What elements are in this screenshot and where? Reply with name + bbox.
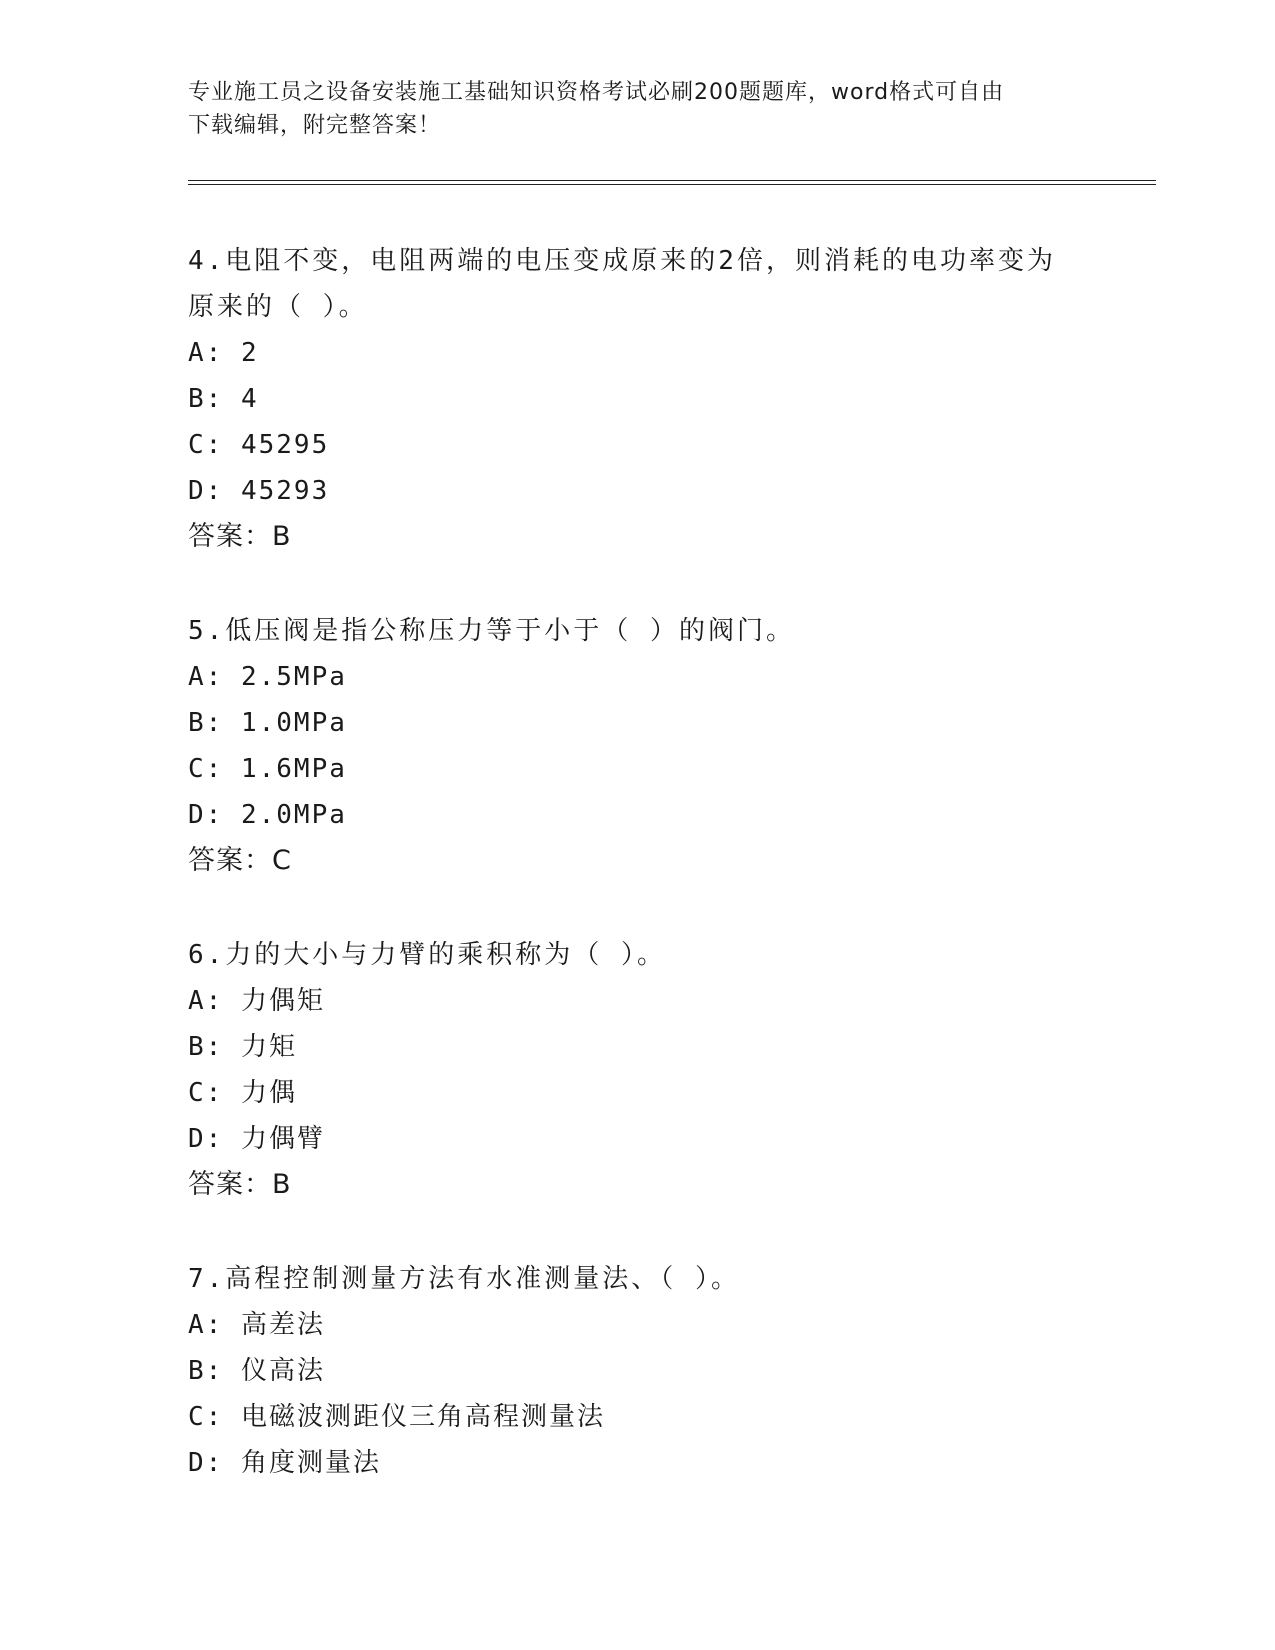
answer: 答案：B — [188, 1169, 292, 1200]
option-a: A: 2.5MPa — [188, 662, 347, 692]
option-a: A: 2 — [188, 338, 259, 368]
option-b: B: 力矩 — [188, 1032, 297, 1062]
option-d: D: 45293 — [188, 476, 330, 506]
question-list — [188, 238, 1088, 1534]
option-c: C: 45295 — [188, 430, 330, 460]
header-line-2: 下载编辑，附完整答案！ — [188, 113, 442, 138]
option-c: C: 1.6MPa — [188, 754, 347, 784]
question-4 — [188, 238, 1088, 560]
question-stem: 4.电阻不变，电阻两端的电压变成原来的2倍，则消耗的电功率变为 — [188, 246, 1056, 276]
question-stem-continued: 原来的（ ）。 — [188, 292, 368, 322]
header-line-1: 专业施工员之设备安装施工基础知识资格考试必刷200题题库，word格式可自由 — [188, 80, 1005, 105]
question-stem: 7.高程控制测量方法有水准测量法、（ ）。 — [188, 1264, 740, 1294]
question-7 — [188, 1256, 1088, 1486]
option-a: A: 力偶矩 — [188, 986, 325, 1016]
option-b: B: 1.0MPa — [188, 708, 347, 738]
option-b: B: 4 — [188, 384, 259, 414]
option-d: D: 力偶臂 — [188, 1124, 325, 1154]
question-stem: 6.力的大小与力臂的乘积称为（ ）。 — [188, 940, 666, 970]
option-b: B: 仪高法 — [188, 1356, 325, 1386]
question-stem: 5.低压阀是指公称压力等于小于（ ）的阀门。 — [188, 616, 795, 646]
option-a: A: 高差法 — [188, 1310, 325, 1340]
option-c: C: 电磁波测距仪三角高程测量法 — [188, 1402, 605, 1432]
header-divider — [188, 180, 1156, 185]
question-5 — [188, 608, 1088, 884]
option-c: C: 力偶 — [188, 1078, 297, 1108]
document-header — [188, 76, 1088, 142]
option-d: D: 角度测量法 — [188, 1448, 381, 1478]
option-d: D: 2.0MPa — [188, 800, 347, 830]
question-6 — [188, 932, 1088, 1208]
answer: 答案：C — [188, 845, 292, 876]
answer: 答案：B — [188, 521, 292, 552]
